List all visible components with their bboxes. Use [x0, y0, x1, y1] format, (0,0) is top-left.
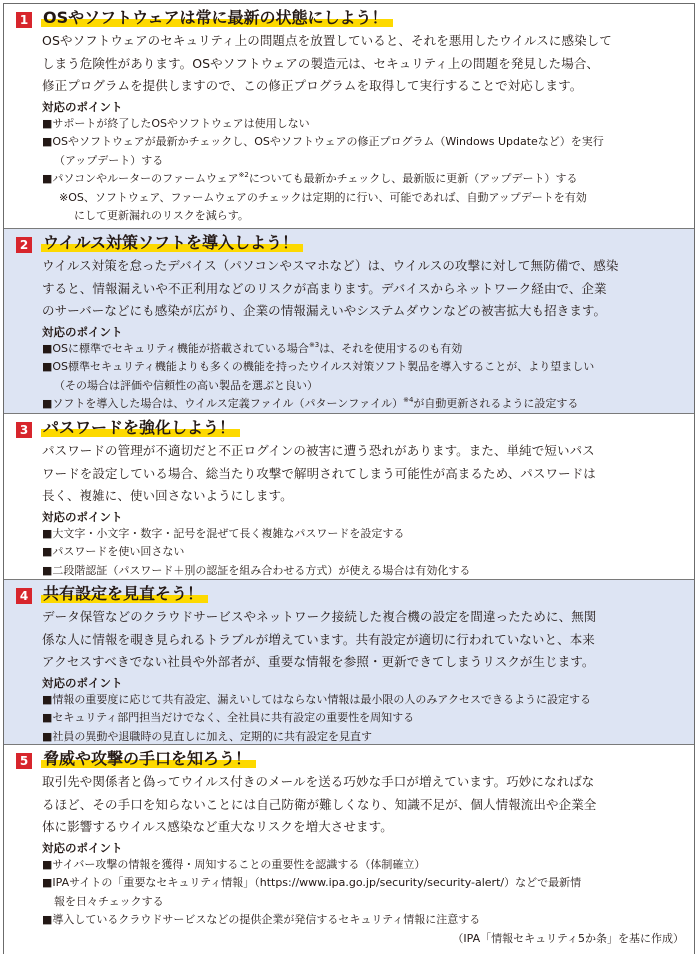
footnote-ref: ※2	[238, 171, 249, 179]
point-item: ■サイバー攻撃の情報を獲得・周知することの重要性を認識する（体制確立）	[42, 857, 426, 871]
section-number: 3	[16, 422, 32, 438]
point-item: ■IPAサイトの「重要なセキュリティ情報」（https://www.ipa.go.jp/security/security-alert/）などで最新情	[42, 876, 582, 889]
points-heading: 対応のポイント	[42, 509, 123, 524]
point-note-continued: にして更新漏れのリスクを減らす。	[74, 209, 249, 222]
section-number: 4	[16, 588, 32, 604]
point-item: ■二段階認証（パスワード＋別の認証を組み合わせる方式）が使える場合は有効化する	[42, 563, 471, 577]
section-password	[4, 414, 694, 580]
point-item: ■パソコンやルーターのファームウェア$^{※2}$についても最新かチェックし、最新版に更新（アップデート）する	[42, 171, 578, 185]
section-title: OSやソフトウェアは常に最新の状態にしよう！	[41, 7, 393, 29]
section-body: データ保管などのクラウドサービスやネットワーク接続した複合機の設定を間違ったために、無関 係な人に情報を覗き見られるトラブルが増えています。共有設定が適切に行われていないと、本来 アクセスすべきでない社員や外部者が、重要な情報を参照・更新できてしまうリスクが生じます。	[42, 609, 597, 669]
point-item: ■OSやソフトウェアが最新かチェックし、OSやソフトウェアの修正プログラム（Windows Updateなど）を実行	[42, 135, 604, 148]
points-heading: 対応のポイント	[42, 840, 123, 855]
section-title: 共有設定を見直そう！	[41, 583, 208, 605]
point-item: ■大文字・小文字・数字・記号を混ぜて長く複雑なパスワードを設定する	[42, 526, 405, 540]
point-item: ■サポートが終了したOSやソフトウェアは使用しない	[42, 116, 310, 130]
point-item-continued: （その場合は評価や信頼性の高い製品を選ぶと良い）	[54, 378, 318, 392]
section-os-update	[4, 4, 694, 229]
point-item: ■OSに標準でセキュリティ機能が搭載されている場合$^{※3}$は、それを使用するのも有効	[42, 340, 463, 355]
section-sharing-settings	[4, 580, 694, 745]
source-credit: （IPA「情報セキュリティ5か条」を基に作成）	[452, 931, 684, 945]
point-item: ■導入しているクラウドサービスなどの提供企業が発信するセキュリティ情報に注意する	[42, 913, 481, 926]
point-item: ■パスワードを使い回さない	[42, 545, 185, 558]
point-item: ■OS標準セキュリティ機能よりも多くの機能を持ったウイルス対策ソフト製品を導入することが、より望ましい	[42, 360, 595, 373]
section-number: 1	[16, 12, 32, 28]
section-title: 脅威や攻撃の手口を知ろう！	[41, 748, 256, 770]
points-heading: 対応のポイント	[42, 675, 123, 690]
section-title: パスワードを強化しよう！	[41, 417, 240, 439]
footnote-ref: ※4	[403, 396, 414, 404]
footnote-ref: ※3	[308, 340, 320, 349]
points-heading: 対応のポイント	[42, 324, 123, 339]
section-body: ウイルス対策を怠ったデバイス（パソコンやスマホなど）は、ウイルスの攻撃に対して無防備で、感染 すると、情報漏えいや不正利用などのリスクが高まります。デバイスからネットワーク経由で、企業 のサーバーなどにも感染が広がり、企業の情報漏えいやシステムダウンなどの被害拡大も招きます。	[42, 258, 619, 318]
point-item: ■情報の重要度に応じて共有設定、漏えいしてはならない情報は最小限の人のみアクセスできるように設定する	[42, 692, 592, 706]
point-note: ※OS、ソフトウェア、ファームウェアのチェックは定期的に行い、可能であれば、自動アップデートを有効	[59, 190, 587, 204]
point-item: ■ソフトを導入した場合は、ウイルス定義ファイル（パターンファイル）$^{※4}$が自動更新されるように設定する	[42, 396, 579, 410]
point-item-continued: 報を日々チェックする	[54, 894, 164, 908]
section-threat-awareness	[4, 745, 694, 954]
section-body: パスワードの管理が不適切だと不正ログインの被害に遭う恐れがあります。また、単純で短いパス ワードを設定している場合、総当たり攻撃で解明されてしまう可能性が高まるため、パスワードは 長く、複雑に、使い回さないようにします。	[42, 443, 596, 503]
point-item-continued: （アップデート）する	[54, 153, 164, 167]
points-heading: 対応のポイント	[42, 99, 123, 114]
section-body: 取引先や関係者と偽ってウイルス付きのメールを送る巧妙な手口が増えています。巧妙になればな るほど、その手口を知らないことには自己防衛が難しくなり、知識不足が、個人情報流出や企業全 体に影響するウイルス感染など重大なリスクを増大させます。	[42, 774, 597, 834]
section-title: ウイルス対策ソフトを導入しよう！	[41, 232, 303, 254]
point-item: ■社員の異動や退職時の見直しに加え、定期的に共有設定を見直す	[42, 729, 373, 743]
section-antivirus	[4, 229, 694, 414]
section-body: OSやソフトウェアのセキュリティ上の問題点を放置していると、それを悪用したウイルスに感染して しまう危険性があります。OSやソフトウェアの製造元は、セキュリティ上の問題を発見した場合、 修正プログラムを提供しますので、この修正プログラムを取得して実行することで対応します。	[42, 33, 612, 93]
section-number: 5	[16, 753, 32, 769]
point-item: ■セキュリティ部門担当だけでなく、全社員に共有設定の重要性を周知する	[42, 711, 415, 724]
section-number: 2	[16, 237, 32, 253]
